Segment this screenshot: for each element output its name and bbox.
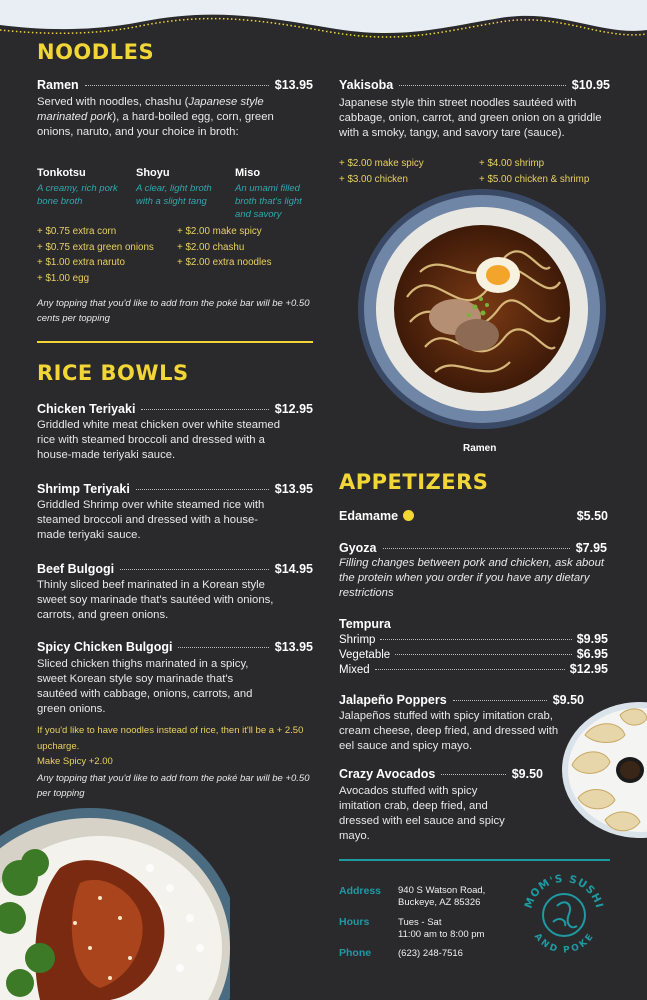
vegetarian-dot-icon xyxy=(403,510,414,521)
item-price: $5.50 xyxy=(576,509,608,523)
logo-text-bottom: AND POKE xyxy=(531,931,597,956)
broth-name: Shoyu xyxy=(136,167,170,179)
broth-name: Miso xyxy=(235,167,261,179)
item-name: Yakisoba xyxy=(339,78,394,92)
tempura-option-mixed xyxy=(339,662,608,676)
menu-item-gyoza xyxy=(339,541,607,555)
ramen-topping-note: Any topping that you'd like to add from the poké bar will be +0.50 cents per topping xyxy=(37,298,310,324)
leader-dots xyxy=(141,409,268,410)
rice-topping-note: Any topping that you'd like to add from the poké bar will be +0.50 per topping xyxy=(37,773,310,799)
option-price: $12.95 xyxy=(569,662,608,676)
leader-dots xyxy=(441,774,505,775)
item-price: $9.50 xyxy=(511,767,543,781)
tempura-option-shrimp xyxy=(339,632,608,646)
noodle-upcharge-note: If you'd like to have noodles instead of rice, then it'll be a + 2.50 upcharge. xyxy=(37,725,304,752)
info-divider xyxy=(339,859,610,861)
address-value xyxy=(398,885,485,909)
desc-part: Served with noodles, chashu ( xyxy=(37,96,189,108)
item-description: Sliced chicken thighs marinated in a spicy, sweet Korean style soy marinade that's sautéed with cabbage, onions, carrots, and green onions. xyxy=(37,658,253,715)
phone-label: Phone xyxy=(339,947,372,959)
addon: + $2.00 make spicy xyxy=(177,226,262,237)
item-description: Thinly sliced beef marinated in a Korean style sweet soy marinade that's sautéed with onions, carrots, and green onions. xyxy=(37,579,274,621)
addon: + $0.75 extra green onions xyxy=(37,241,154,253)
appetizers-title: APPETIZERS xyxy=(339,470,489,494)
addon: + $1.00 egg xyxy=(37,272,90,284)
item-name: Shrimp Teriyaki xyxy=(37,482,130,496)
menu-item-edamame xyxy=(339,509,608,523)
item-name: Tempura xyxy=(339,617,391,631)
yakisoba-addons-right xyxy=(479,156,629,187)
desc-italic: Filling changes between pork and chicken, ask about the protein when you order if you have any dietary restrictions xyxy=(339,557,605,599)
item-name: Ramen xyxy=(37,78,79,92)
address-label: Address xyxy=(339,885,382,897)
broth-shoyu xyxy=(136,167,228,208)
logo-text-top: MOM'S SUSHI xyxy=(522,872,606,910)
hours-line: 11:00 am to 8:00 pm xyxy=(398,929,485,940)
ramen-photo xyxy=(355,187,610,437)
broth-tonkotsu xyxy=(37,167,127,208)
broth-desc: An umami filled broth that's light and savory xyxy=(235,183,302,220)
addon: + $2.00 chashu xyxy=(177,241,245,253)
broth-miso xyxy=(235,167,320,221)
broth-desc: A creamy, rich pork bone broth xyxy=(37,183,118,207)
leader-dots xyxy=(399,85,566,86)
addon: + $4.00 shrimp xyxy=(479,158,545,169)
item-name: Crazy Avocados xyxy=(339,767,436,781)
leader-dots xyxy=(375,669,565,670)
rice-bowls-title: RICE BOWLS xyxy=(37,361,189,385)
yakisoba-addons-left xyxy=(339,156,479,187)
item-name: Jalapeño Poppers xyxy=(339,693,447,707)
hours-value xyxy=(398,917,484,941)
hours-label: Hours xyxy=(339,916,370,928)
item-description: Griddled white meat chicken over white steamed rice with steamed broccoli and dressed with a house-made teriyaki sauce. xyxy=(37,419,280,461)
leader-dots xyxy=(453,700,547,701)
leader-dots xyxy=(136,489,269,490)
rice-bowl-photo xyxy=(0,808,230,1000)
item-name: Chicken Teriyaki xyxy=(37,402,136,416)
leader-dots xyxy=(120,569,269,570)
menu-item-crazy-avocados xyxy=(339,767,543,781)
section-divider xyxy=(37,341,313,343)
addon: + $2.00 extra noodles xyxy=(177,257,272,268)
option-price: $6.95 xyxy=(576,647,608,661)
gyoza-photo xyxy=(560,700,647,840)
menu-item-yakisoba xyxy=(339,78,610,92)
crazy-avocados-description: Avocados stuffed with spicy imitation crab, deep fried, and dressed with eel sauce and spicy mayo. xyxy=(339,785,505,842)
menu-item-jalapeno-poppers xyxy=(339,693,584,707)
tempura-option-vegetable xyxy=(339,647,608,661)
item-description: Griddled Shrimp over white steamed rice with steamed broccoli and dressed with a house-made teriyaki sauce. xyxy=(37,499,265,541)
item-price: $13.95 xyxy=(274,640,313,654)
item-name: Beef Bulgogi xyxy=(37,562,115,576)
leader-dots xyxy=(395,654,572,655)
fish-icon xyxy=(553,902,577,927)
addon: + $0.75 extra corn xyxy=(37,226,117,237)
addon: + $2.00 make spicy xyxy=(339,158,424,169)
menu-item-spicy-chicken-bulgogi xyxy=(37,640,313,654)
desc-part: ), a hard-boiled egg, corn, green onions, naruto, and your choice in broth: xyxy=(37,111,274,138)
option-name: Vegetable xyxy=(339,649,391,661)
menu-item-chicken-teriyaki xyxy=(37,402,313,416)
menu-item-ramen xyxy=(37,78,313,92)
option-price: $9.95 xyxy=(576,632,608,646)
broth-name: Tonkotsu xyxy=(37,167,86,179)
leader-dots xyxy=(178,647,268,648)
item-price: $10.95 xyxy=(571,78,610,92)
ramen-description xyxy=(37,95,277,140)
item-price: $12.95 xyxy=(274,402,313,416)
item-price: $13.95 xyxy=(274,78,313,92)
address-line: 940 S Watson Road, xyxy=(398,885,486,896)
item-price: $7.95 xyxy=(575,541,607,555)
spicy-note: Make Spicy +2.00 xyxy=(37,756,113,767)
option-name: Shrimp xyxy=(339,634,376,646)
svg-text:MOM'S SUSHI xyxy=(523,873,606,910)
leader-dots xyxy=(383,548,570,549)
leader-dots xyxy=(85,85,269,86)
item-name: Gyoza xyxy=(339,541,377,555)
desc-italic: Japanese style marinated pork xyxy=(37,96,264,123)
ramen-addons-right xyxy=(177,224,317,271)
noodles-title: NOODLES xyxy=(37,40,155,64)
item-price: $13.95 xyxy=(274,482,313,496)
broth-desc: A clear, light broth with a slight tang xyxy=(136,183,212,207)
moms-sushi-logo xyxy=(519,870,609,960)
menu-item-beef-bulgogi xyxy=(37,562,313,576)
item-price: $14.95 xyxy=(274,562,313,576)
jalapeno-description: Jalapeños stuffed with spicy imitation crab, cream cheese, deep fried, and dressed with eel sauce and spicy mayo. xyxy=(339,710,559,752)
addon: + $1.00 extra naruto xyxy=(37,257,125,268)
menu-item-shrimp-teriyaki xyxy=(37,482,313,496)
addon: + $3.00 chicken xyxy=(339,173,408,185)
hours-line: Tues - Sat xyxy=(398,917,442,928)
item-name: Spicy Chicken Bulgogi xyxy=(37,640,173,654)
address-line: Buckeye, AZ 85326 xyxy=(398,897,481,908)
leader-dots xyxy=(380,639,571,640)
tempura-title xyxy=(339,617,391,631)
option-name: Mixed xyxy=(339,664,370,676)
phone-value[interactable]: (623) 248-7516 xyxy=(398,948,463,959)
ramen-addons-left xyxy=(37,224,177,286)
addon: + $5.00 chicken & shrimp xyxy=(479,173,590,185)
item-name: Edamame xyxy=(339,509,399,523)
yakisoba-description: Japanese style thin street noodles sautéed with cabbage, onion, carrot, and green onion on a griddle with a smoky, tangy, and savory tare (sauce). xyxy=(339,97,602,139)
ramen-photo-caption: Ramen xyxy=(463,443,497,454)
gyoza-description xyxy=(339,556,609,601)
item-price: $9.50 xyxy=(552,693,584,707)
